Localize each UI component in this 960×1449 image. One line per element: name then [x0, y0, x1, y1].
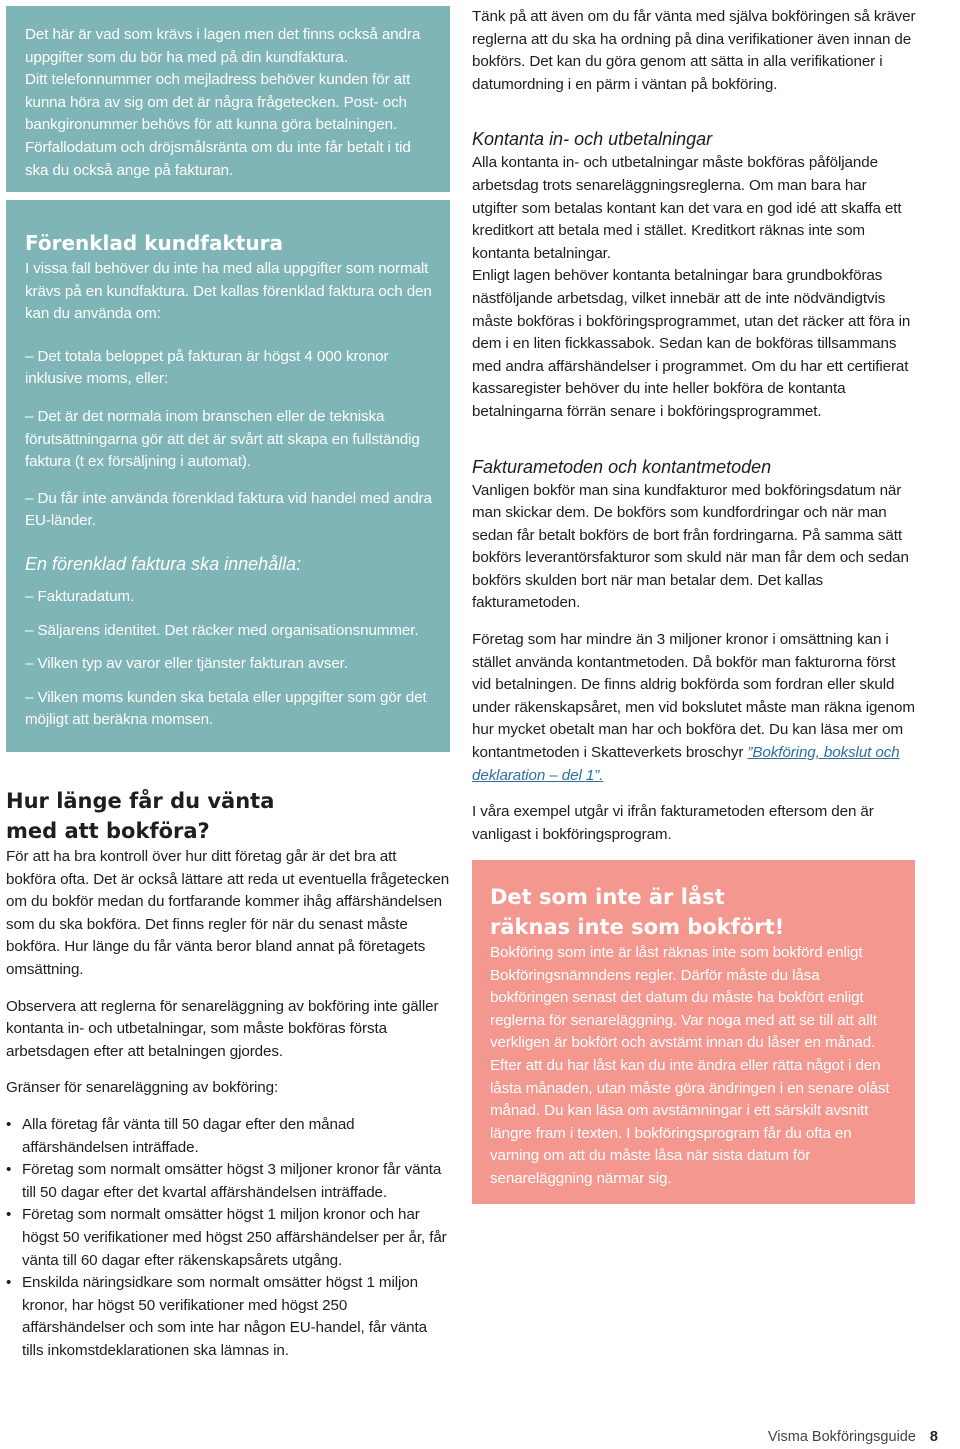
wait-paragraph-3: Gränser för senareläggning av bokföring:	[6, 1079, 279, 1097]
cash-paragraph-2: Enligt lagen behöver kontanta betalningar bara grundbokföras nästföljande arbetsdag, vilket innebär att de inte nödvändigtvis måste bokföras i bokföringsprogrammet, utan det räcker att föra in dem i en liten fickkassabok. Sedan kan de bokföras tillsammans med andra affärshändelser i programmet. Om du har ett certifierat kassaregister behöver du inte heller bokföra de kontanta betalningarna förrän senare i bokföringsprogrammet.	[472, 267, 911, 420]
footer-guide-name: Visma Bokföringsguide	[767, 1429, 916, 1445]
methods-heading: Fakturametoden och kontantmetoden	[472, 456, 772, 477]
postponement-item-3: • Företag som normalt omsätter högst 1 miljon kronor och har högst 50 verifikationer med högst 250 affärshändelser per år, får vänta till 60 dagar efter räkenskapsårets utgång.	[6, 1204, 450, 1272]
intro-paragraph-2: Ditt telefonnummer och mejladress behöver kunden för att kunna höra av sig om det är några frågetecken. Post- och bankgironummer behövs för att kunna göra betalningen.	[25, 71, 411, 134]
locked-bookkeeping-box	[472, 860, 915, 1204]
simplified-content-2: – Säljarens identitet. Det räcker med organisationsnummer.	[25, 620, 436, 643]
cash-paragraph-1: Alla kontanta in- och utbetalningar måste bokföras påföljande arbetsdag trots senareläggningsreglerna. Om man bara har utgifter som betalas kontant kan det vara en god idé att skaffa ett kreditkort att betala med i stället. Kreditkort räknas inte som kontanta betalningar.	[472, 154, 902, 262]
simplified-invoice-intro: I vissa fall behöver du inte ha med alla uppgifter som normalt krävs på en kundfaktura. Det kallas förenklad faktura och den kan du använda om:	[25, 260, 432, 323]
simplified-condition-1: – Det totala beloppet på fakturan är högst 4 000 kronor inklusive moms, eller:	[25, 346, 436, 391]
postponement-list	[6, 1114, 450, 1363]
page-number: 8	[929, 1429, 938, 1445]
postponement-item-4: • Enskilda näringsidkare som normalt omsätter högst 1 miljon kronor, har högst 50 verifikationer med högst 250 affärshändelser och som inte har någon EU-handel, får vänta tills inkomstdeklarationen ska lämnas in.	[6, 1272, 450, 1362]
methods-paragraph-2	[472, 629, 916, 787]
wait-paragraph-1: För att ha bra kontroll över hur ditt företag går är det bra att bokföra ofta. Det är också lättare att reda ut eventuella frågetecken om du bokför medan du fortfarande kommer ihåg affärshändelsen som du ska bokföra. Det finns regler för när du senast måste bokföra. Hur länge du får vänta beror bland annat på företagets omsättning.	[6, 848, 450, 978]
postponement-item-2: • Företag som normalt omsätter högst 3 miljoner kronor får vänta till 50 dagar efter det kvartal affärshändelsen inträffade.	[6, 1159, 450, 1204]
cash-heading: Kontanta in- och utbetalningar	[472, 129, 713, 150]
simplified-invoice-title: Förenklad kundfaktura	[25, 231, 283, 255]
methods-paragraph-1: Vanligen bokför man sina kundfakturor med bokföringsdatum när man skickar dem. De bokförs som kundfordringar och när man sedan får betalt bokförs de bort från fordringarna. På samma sätt bokförs leverantörsfakturor som skuld när man får dem och sedan bokförs skulden bort när man betalar dem. Det kallas fakturametoden.	[472, 481, 909, 612]
postponement-item-1: • Alla företag får vänta till 50 dagar efter den månad affärshändelsen inträffade.	[6, 1114, 450, 1159]
simplified-content-3: – Vilken typ av varor eller tjänster fakturan avser.	[25, 653, 436, 676]
verification-paragraph: Tänk på att även om du får vänta med själva bokföringen så kräver reglerna att du ska ha ordning på dina verifikationer även innan de bokförs. Det kan du göra genom att sätta in alla verifikationer i datumordning i en pärm i väntan på bokföring.	[472, 8, 916, 93]
simplified-content-4: – Vilken moms kunden ska betala eller uppgifter som gör det möjligt att beräkna momsen.	[25, 687, 436, 732]
right-column	[472, 6, 916, 846]
simplified-content-1: – Fakturadatum.	[25, 586, 436, 609]
methods-paragraph-2-text: Företag som har mindre än 3 miljoner kronor i omsättning kan i stället använda kontantmetoden. Då bokför man fakturorna först vid betalningen. De finns aldrig bokförda som fordran eller skuld under räkenskapsåret, men vid bokslutet måste man räkna igenom hur mycket obetalt man har och bokföra det. Du kan läsa mer om kontantmetoden i Skatteverkets broschyr	[472, 631, 915, 762]
intro-paragraph-1: Det här är vad som krävs i lagen men det finns också andra uppgifter som du bör ha med på din kundfaktura.	[25, 26, 421, 66]
intro-box	[6, 6, 450, 192]
page-footer	[768, 1429, 938, 1445]
simplified-condition-3: – Du får inte använda förenklad faktura vid handel med andra EU-länder.	[25, 488, 436, 533]
simplified-contents-heading: En förenklad faktura ska innehålla:	[25, 553, 302, 574]
locked-heading: Det som inte är låst räknas inte som bokfört!	[490, 885, 785, 939]
simplified-invoice-box	[6, 200, 450, 752]
wait-section	[6, 786, 450, 1362]
wait-heading: Hur länge får du vänta med att bokföra?	[6, 789, 275, 843]
locked-text: Bokföring som inte är låst räknas inte som bokförd enligt Bokföringsnämndens regler. Därför måste du låsa bokföringen senast det datum du måste ha bokfört enligt reglerna för senareläggning. Var noga med att se till att allt verkligen är bokfört och avstämt innan du låser en månad. Efter att du har låst kan du inte ändra eller rätta något i den låsta månaden, utan måste göra ändringen i en senare olåst månad. Du kan läsa om avstämningar i ett särskilt avsnitt längre fram i texten. I bokföringsprogram får du ofta en varning om att du måste låsa när sista datum för senareläggning närmar sig.	[490, 944, 890, 1187]
simplified-condition-2: – Det är det normala inom branschen eller de tekniska förutsättningarna gör att det är svårt att skapa en fullständig faktura (t ex försäljning i automat).	[25, 406, 436, 474]
intro-paragraph-3: Förfallodatum och dröjsmålsränta om du inte får betalt i tid ska du också ange på fakturan.	[25, 138, 411, 179]
skatteverket-brochure-link[interactable]: ”Bokföring, bokslut och deklaration – del 1”.	[472, 744, 900, 784]
wait-paragraph-2: Observera att reglerna för senareläggning av bokföring inte gäller kontanta in- och utbetalningar, som måste bokföras första arbetsdagen efter att betalningen gjordes.	[6, 997, 439, 1060]
methods-paragraph-3: I våra exempel utgår vi ifrån fakturametoden eftersom den är vanligast i bokföringsprogram.	[472, 803, 874, 843]
